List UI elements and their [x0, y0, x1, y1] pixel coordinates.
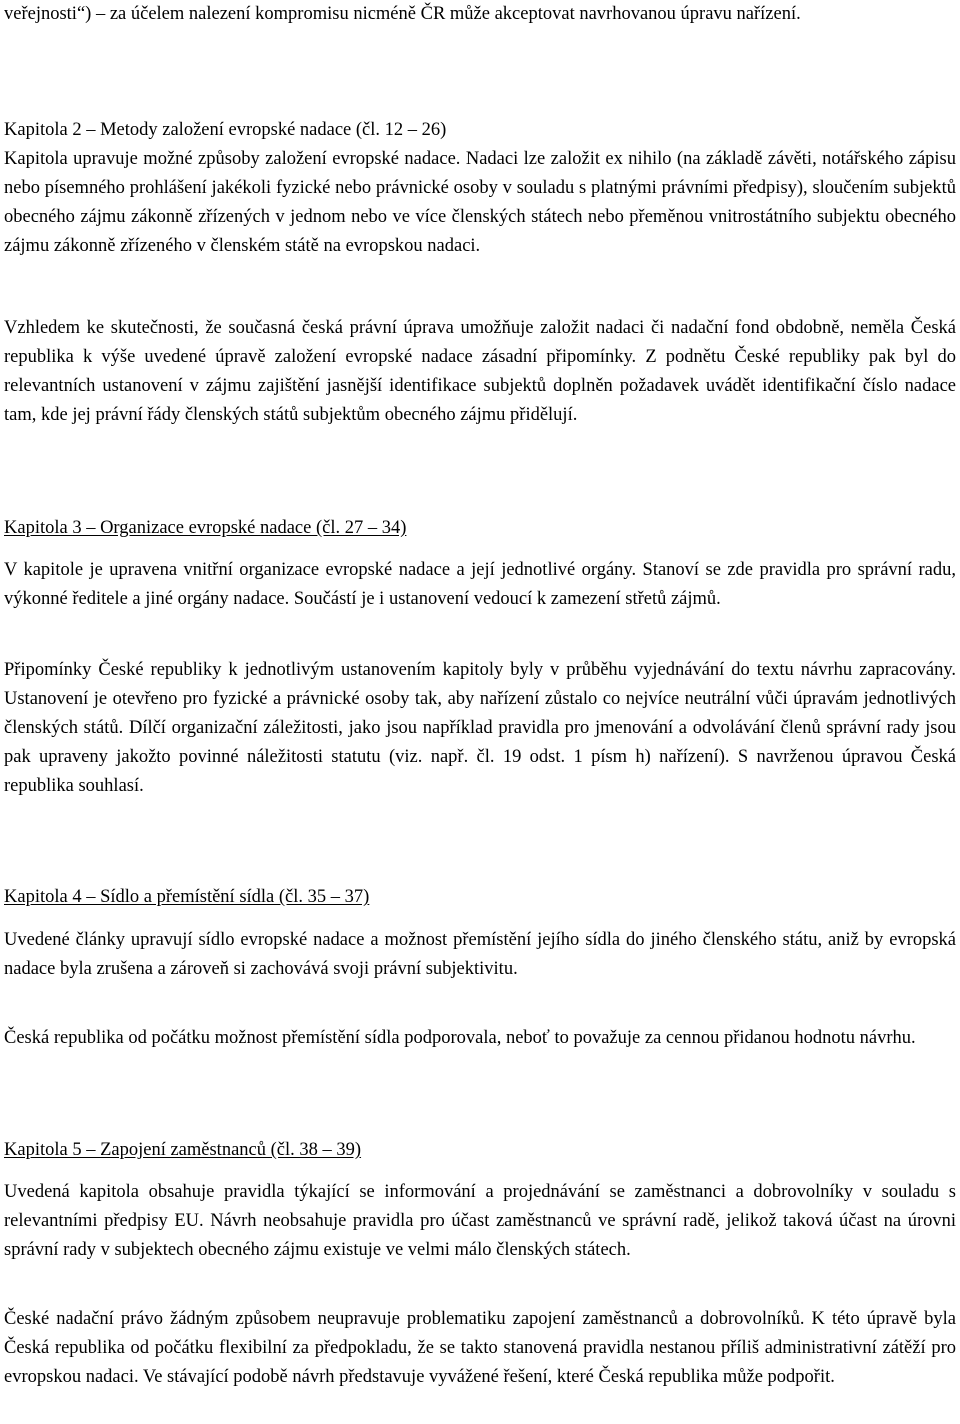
chapter-4-paragraph-1: Uvedené články upravují sídlo evropské nadace a možnost přemístění jejího sídla do jiného členského státu, aniž by evropská nadace byla zrušena a zároveň si zachovává svoji právní subjektivitu. [4, 930, 956, 979]
chapter-2-paragraph-2: Vzhledem ke skutečnosti, že současná česká právní úprava umožňuje založit nadaci či nadační fond obdobně, neměla Česká republika k výše uvedené úpravě založení evropské nadace zásadní připomínky. Z podnětu České republiky pak byl do relevantních ustanovení v zájmu zajištění jasnější identifikace subjektů doplněn požadavek uvádět identifikační číslo nadace tam, kde jej právní řády členských států subjektům obecného zájmu přidělují. [4, 318, 956, 425]
chapter-5-paragraph-1: Uvedená kapitola obsahuje pravidla týkající se informování a projednávání se zaměstnanci a dobrovolníky v souladu s relevantními předpisy EU. Návrh neobsahuje pravidla pro účast zaměstnanců ve správní radě, jelikož taková účast na úrovni správní rady v subjektech obecného zájmu existuje ve velmi málo členských státech. [4, 1182, 956, 1260]
chapter-4-heading: Kapitola 4 – Sídlo a přemístění sídla (čl. 35 – 37) [4, 887, 370, 907]
intro-paragraph: veřejnosti“) – za účelem nalezení kompromisu nicméně ČR může akceptovat navrhovanou úpravu nařízení. [4, 4, 801, 24]
chapter-2-heading: Kapitola 2 – Metody založení evropské nadace (čl. 12 – 26) [4, 120, 447, 140]
chapter-3-paragraph-1: V kapitole je upravena vnitřní organizace evropské nadace a její jednotlivé orgány. Stanoví se zde pravidla pro správní radu, výkonné ředitele a jiné orgány nadace. Součástí je i ustanovení vedoucí k zamezení střetů zájmů. [4, 560, 956, 609]
chapter-4-paragraph-2: Česká republika od počátku možnost přemístění sídla podporovala, neboť to považuje za cennou přidanou hodnotu návrhu. [4, 1028, 916, 1048]
chapter-5-heading: Kapitola 5 – Zapojení zaměstnanců (čl. 38 – 39) [4, 1140, 362, 1160]
chapter-2-paragraph-1: Kapitola upravuje možné způsoby založení evropské nadace. Nadaci lze založit ex nihilo (na základě závěti, notářského zápisu nebo písemného prohlášení jakékoli fyzické nebo právnické osoby v souladu s platnými právními předpisy), sloučením subjektů obecného zájmu zákonně zřízených v jednom nebo ve více členských státech nebo přeměnou vnitrostátního subjektu obecného zájmu zákonně zřízeného v členském státě na evropskou nadaci. [4, 149, 956, 256]
chapter-3-paragraph-2: Připomínky České republiky k jednotlivým ustanovením kapitoly byly v průběhu vyjednávání do textu návrhu zapracovány. Ustanovení je otevřeno pro fyzické a právnické osoby tak, aby nařízení zůstalo co nejvíce neutrální vůči úpravám jednotlivých členských států. Dílčí organizační záležitosti, jako jsou například pravidla pro jmenování a odvolávání členů správní rady jsou pak upraveny jakožto povinné náležitosti statutu (viz. např. čl. 19 odst. 1 písm h) nařízení). S navrženou úpravou Česká republika souhlasí. [4, 660, 956, 796]
chapter-5-paragraph-2: České nadační právo žádným způsobem neupravuje problematiku zapojení zaměstnanců a dobrovolníků. K této úpravě byla Česká republika od počátku flexibilní za předpokladu, že se takto stanovená pravidla nestanou příliš administrativní zátěží pro evropskou nadaci. Ve stávající podobě návrh představuje vyvážené řešení, které Česká republika může podpořit. [4, 1309, 956, 1387]
chapter-3-heading: Kapitola 3 – Organizace evropské nadace (čl. 27 – 34) [4, 518, 407, 538]
